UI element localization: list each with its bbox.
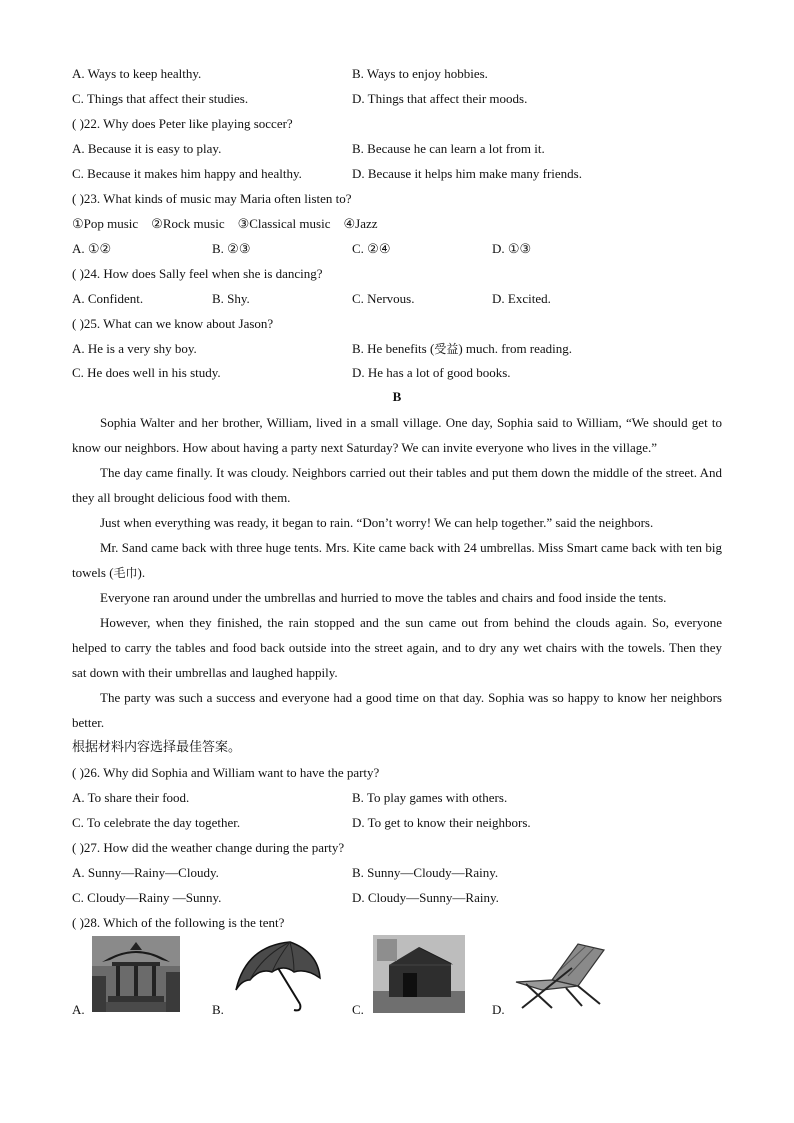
q25-option-c: C. He does well in his study. [72, 365, 221, 380]
q27-option-b: B. Sunny—Cloudy—Rainy. [352, 865, 499, 880]
q25-stem: ( )25. What can we know about Jason? [72, 316, 274, 331]
passage-p4-text [72, 535, 722, 586]
q25-option-b [352, 341, 572, 357]
q26-option-c: C. To celebrate the day together. [72, 815, 241, 830]
passage-paragraph-2 [72, 460, 722, 510]
q23-stem: ( )23. What kinds of music may Maria often listen to? [72, 191, 352, 206]
q24-option-d: D. Excited. [492, 291, 551, 306]
passage-paragraph-1 [72, 410, 722, 460]
passage-p3-text: Just when everything was ready, it began to rain. “Don’t worry! We can help together.” said the neighbors. [100, 515, 654, 530]
passage-p6-text: However, when they finished, the rain stopped and the sun came out from behind the clouds again. So, everyone helped to carry the tables and food back outside into the street again, and to dry any wet chairs with the towels. Then they sat down with their umbrellas and laughed happily. [72, 615, 722, 680]
q25-option-b-pre: B. He benefits ( [352, 341, 435, 356]
q25-option-b-cjk: 受益 [434, 342, 459, 356]
q24-option-a: A. Confident. [72, 291, 144, 306]
q21-option-a: A. Ways to keep healthy. [72, 66, 202, 81]
passage-paragraph-5 [72, 585, 722, 610]
q23-option-a: A. ①② [72, 241, 112, 256]
q22-stem: ( )22. Why does Peter like playing soccer? [72, 116, 293, 131]
folding-chair-picture [512, 938, 610, 1014]
passage-p2-text: The day came finally. It was cloudy. Neighbors carried out their tables and put them down the middle of the street. And they all brought delicious food with them. [72, 465, 722, 505]
passage-p7-text: The party was such a success and everyone had a good time on that day. Sophia was so happy to know her neighbors better. [72, 690, 722, 730]
tent-image [373, 935, 465, 1013]
passage-p5-text: Everyone ran around under the umbrellas and hurried to move the tables and chairs and food inside the tents. [100, 590, 667, 605]
q24-stem: ( )24. How does Sally feel when she is dancing? [72, 266, 323, 281]
passage-p4-pre: Mr. Sand came back with three huge tents. Mrs. Kite came back with 24 umbrellas. Miss Smart came back with ten big towels ( [72, 540, 722, 580]
q26-option-b: B. To play games with others. [352, 790, 508, 805]
q22-option-d: D. Because it helps him make many friends. [352, 166, 582, 181]
q28-stem: ( )28. Which of the following is the tent? [72, 915, 285, 930]
q25-option-d: D. He has a lot of good books. [352, 365, 511, 380]
q22-option-a: A. Because it is easy to play. [72, 141, 222, 156]
umbrella-picture [232, 938, 322, 1016]
passage-paragraph-6 [72, 610, 722, 685]
passage-p4-post: ). [137, 565, 146, 580]
q24-option-b: B. Shy. [212, 291, 250, 306]
q27-option-c: C. Cloudy—Rainy —Sunny. [72, 890, 222, 905]
q27-option-d: D. Cloudy—Sunny—Rainy. [352, 890, 499, 905]
passage-p4-cjk: 毛巾 [113, 566, 138, 580]
section-heading-b: B [392, 389, 402, 404]
q23-option-c: C. ②④ [352, 241, 391, 256]
passage-p1-text: Sophia Walter and her brother, William, lived in a small village. One day, Sophia said to William, “We should get to know our neighbors. How about having a party next Saturday? We can invite everyone who lives in the village.” [72, 415, 722, 455]
q22-option-b: B. Because he can learn a lot from it. [352, 141, 545, 156]
q27-option-a: A. Sunny—Rainy—Cloudy. [72, 865, 219, 880]
q28-option-b-label: B. [212, 1002, 224, 1017]
passage-paragraph-4 [72, 535, 722, 586]
q23-option-d: D. ①③ [492, 241, 532, 256]
pavilion-image [92, 936, 180, 1012]
folding-chair-image [512, 938, 610, 1010]
q26-stem: ( )26. Why did Sophia and William want to have the party? [72, 765, 380, 780]
tent-picture [373, 935, 465, 1017]
q28-option-a-label: A. [72, 1002, 85, 1017]
q21-option-c: C. Things that affect their studies. [72, 91, 249, 106]
q25-option-b-post: ) much. from reading. [458, 341, 573, 356]
q21-option-b: B. Ways to enjoy hobbies. [352, 66, 488, 81]
q25-option-a: A. He is a very shy boy. [72, 341, 197, 356]
q23-option-b: B. ②③ [212, 241, 251, 256]
q21-option-d: D. Things that affect their moods. [352, 91, 528, 106]
q28-option-d-label: D. [492, 1002, 505, 1017]
umbrella-image [232, 938, 322, 1012]
instruction-text: 根据材料内容选择最佳答案。 [72, 740, 242, 755]
passage-paragraph-7 [72, 685, 722, 735]
pavilion-picture [92, 936, 180, 1016]
q27-stem: ( )27. How did the weather change during the party? [72, 840, 345, 855]
passage-paragraph-3 [72, 510, 722, 535]
q23-choices: ①Pop music ②Rock music ③Classical music ④Jazz [72, 216, 378, 231]
q28-option-c-label: C. [352, 1002, 364, 1017]
q26-option-a: A. To share their food. [72, 790, 190, 805]
q22-option-c: C. Because it makes him happy and healthy. [72, 166, 302, 181]
q26-option-d: D. To get to know their neighbors. [352, 815, 531, 830]
q24-option-c: C. Nervous. [352, 291, 415, 306]
